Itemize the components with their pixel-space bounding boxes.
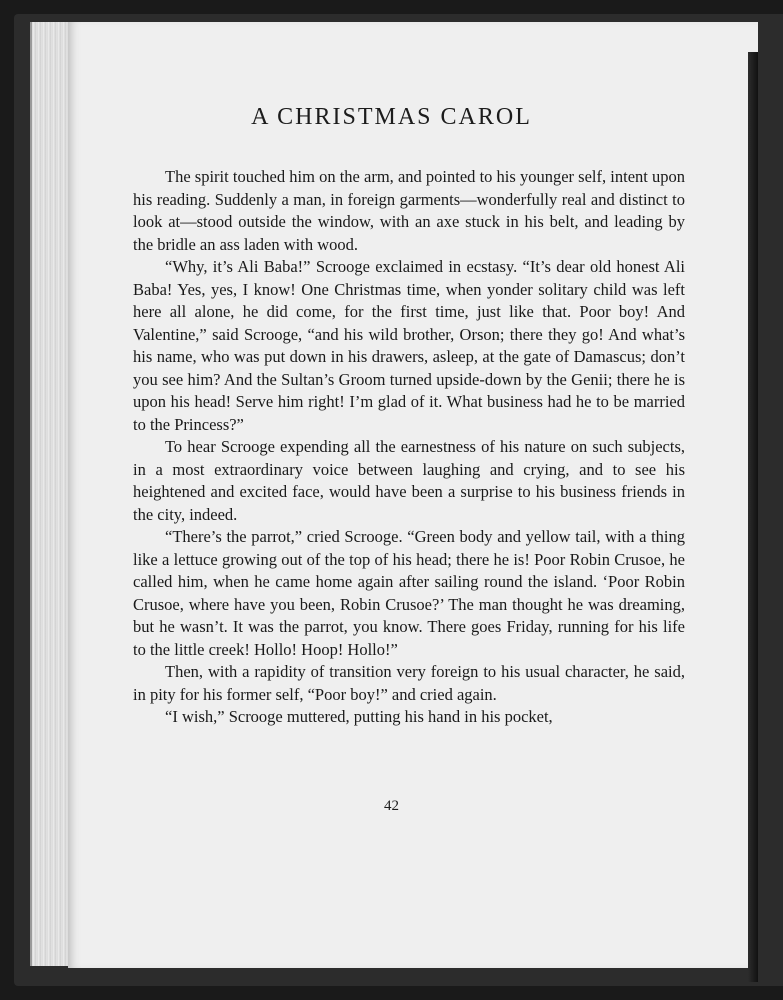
- page-edges: [30, 22, 72, 966]
- paragraph: “There’s the parrot,” cried Scrooge. “Green body and yellow tail, with a thing like a lettuce growing out of the top of his head; there he is! Poor Robin Crusoe, he called him, when he came home again after sailing round the island. ‘Poor Robin Crusoe, where have you been, Robin Crusoe?’ The man thought he was dreaming, but he wasn’t. It was the parrot, you know. There goes Friday, running for his life to the little creek! Hollo! Hoop! Hollo!”: [133, 527, 685, 659]
- paragraph: The spirit touched him on the arm, and pointed to his younger self, intent upon his reading. Suddenly a man, in foreign garments—wonderfully real and distinct to look at—stood outside the window, with an axe stuck in his belt, and leading by the bridle an ass laden with wood.: [133, 167, 685, 254]
- spine-shadow: [748, 52, 758, 982]
- paragraph: Then, with a rapidity of transition very foreign to his usual character, he said, in pity for his former self, “Poor boy!” and cried again.: [133, 662, 685, 704]
- paragraph: To hear Scrooge expending all the earnestness of his nature on such subjects, in a most extraordinary voice between laughing and crying, and to see his heightened and excited face, would have been a surprise to his business friends in the city, indeed.: [133, 437, 685, 524]
- paragraph: “Why, it’s Ali Baba!” Scrooge exclaimed in ecstasy. “It’s dear old honest Ali Baba! Yes, yes, I know! One Christmas time, when yonder solitary child was left here all alone, he did come, for the first time, just like that. Poor boy! And Valentine,” said Scrooge, “and his wild brother, Orson; there they go! And what’s his name, who was put down in his drawers, asleep, at the gate of Damascus; don’t you see him? And the Sultan’s Groom turned upside-down by the Genii; there he is upon his head! Serve him right! I’m glad of it. What business had he to be married to the Princess?”: [133, 257, 685, 434]
- body-text: [133, 166, 685, 729]
- page-number: 42: [384, 798, 399, 814]
- running-title: A CHRISTMAS CAROL: [251, 104, 532, 130]
- paragraph: “I wish,” Scrooge muttered, putting his hand in his pocket,: [165, 707, 553, 726]
